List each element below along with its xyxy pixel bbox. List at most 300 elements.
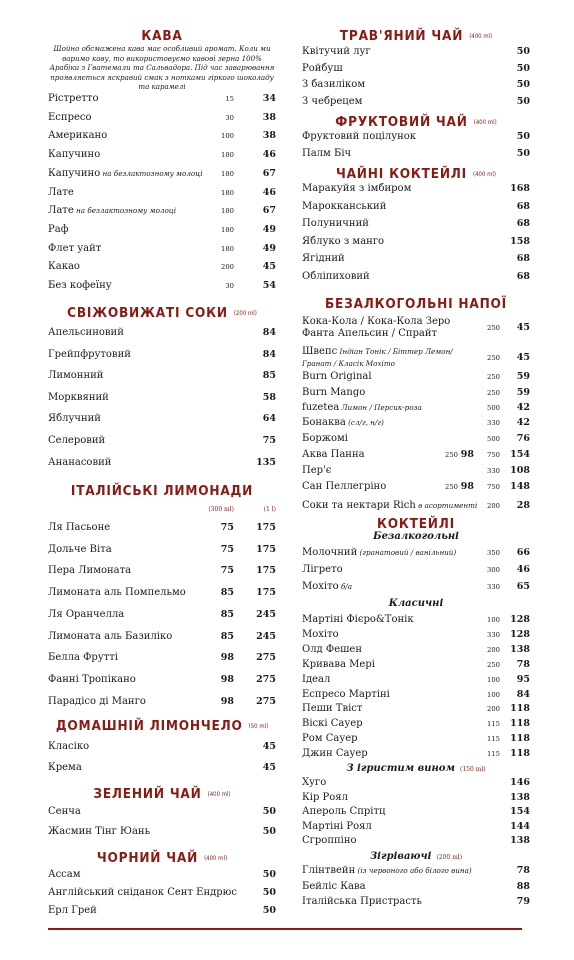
- menu-item: [302, 880, 530, 894]
- menu-item: [48, 204, 276, 218]
- bottom-divider: [48, 928, 522, 930]
- menu-item: [302, 78, 530, 92]
- section-tea-cocktails: [302, 166, 530, 182]
- item-name: Бейліс Кава: [302, 880, 366, 892]
- item-price-small: 85: [220, 630, 234, 642]
- item-name: Еспресо: [48, 111, 92, 123]
- item-name: Сан Пеллегріно: [302, 481, 387, 492]
- item-note: на безлактозному молоці: [73, 206, 177, 216]
- menu-item: [48, 260, 276, 274]
- menu-item: [48, 564, 276, 578]
- item-volume: 180: [221, 151, 234, 160]
- item-price: 118: [510, 718, 530, 730]
- menu-item: [302, 316, 530, 340]
- item-price: 42: [516, 402, 530, 413]
- section-juices: [48, 305, 276, 321]
- item-price-small: 98: [460, 449, 474, 460]
- menu-item: [302, 182, 530, 196]
- menu-item: [48, 92, 276, 106]
- item-volume: 100: [221, 132, 234, 141]
- item-price: 50: [262, 869, 276, 880]
- section-green-tea: [48, 786, 276, 802]
- item-price: 50: [262, 826, 276, 837]
- menu-item: [302, 45, 530, 59]
- item-volume: 100: [487, 616, 500, 624]
- item-price-small: 75: [220, 522, 234, 533]
- item-name: Яблуко з манго: [302, 235, 385, 247]
- item-note: б/а: [338, 582, 353, 591]
- item-price: 50: [262, 806, 276, 817]
- menu-item: [302, 416, 530, 430]
- item-price: 88: [516, 880, 530, 892]
- menu-item: [302, 464, 530, 478]
- menu-item: [48, 586, 276, 600]
- item-price: 50: [516, 131, 530, 142]
- item-price: 50: [516, 148, 530, 159]
- subsection-warming-unit: (200 ml): [436, 854, 463, 861]
- lemonade-unit-large: (1 l): [263, 506, 276, 513]
- menu-item: [48, 391, 276, 405]
- item-volume: 100: [487, 690, 500, 699]
- item-price: 146: [510, 777, 530, 788]
- item-price: 34: [262, 93, 276, 104]
- item-volume: 500: [487, 404, 500, 412]
- item-price: 78: [516, 865, 530, 876]
- subsection-sparkling-text: З ігристим вином: [346, 763, 455, 774]
- item-note: (із червоного або білого вина): [355, 866, 472, 875]
- item-name: Італійська Пристрасть: [302, 896, 422, 907]
- item-price: 108: [510, 465, 530, 476]
- menu-item: [302, 235, 530, 249]
- item-name: Обліпиховий: [302, 271, 370, 282]
- item-name: Бонаква (сл/г, н/г): [302, 417, 384, 428]
- item-name: Флет уайт: [48, 242, 102, 254]
- item-name: Лате на безлактозному молоці: [48, 205, 177, 217]
- menu-item: [48, 904, 276, 918]
- item-name: Маракуйя з імбиром: [302, 183, 412, 194]
- menu-item: [48, 825, 276, 839]
- item-name: Швепс Індіан Тонік / Біттер Лемон/ Гранат / Класік Мохіто: [302, 346, 453, 368]
- item-price: 275: [256, 673, 276, 685]
- item-price-small: 75: [220, 543, 234, 555]
- item-name: Кір Роял: [302, 791, 348, 803]
- item-name: Жасмин Тінг Юань: [48, 826, 151, 837]
- section-herbal-tea-text: ТРАВ'ЯНИЙ ЧАЙ: [339, 28, 464, 44]
- item-price: 50: [262, 905, 276, 916]
- item-price: 45: [516, 322, 530, 333]
- menu-item: [48, 326, 276, 340]
- section-tea-cocktails-unit: (400 ml): [473, 170, 496, 178]
- item-name: Морквяний: [48, 391, 109, 403]
- menu-item: [302, 217, 530, 231]
- item-price: 158: [510, 235, 530, 247]
- item-name: Хуго: [302, 777, 327, 788]
- item-name: Лимонний: [48, 370, 104, 382]
- menu-item: [302, 834, 530, 848]
- item-volume: 200: [487, 645, 500, 654]
- menu-item: [48, 456, 276, 470]
- menu-item: [302, 270, 530, 284]
- menu-item: [302, 747, 530, 761]
- item-name: Какао: [48, 261, 80, 273]
- item-price: 175: [256, 565, 276, 577]
- item-price: 66: [516, 547, 530, 558]
- item-price: 148: [510, 481, 530, 492]
- item-price: 85: [262, 370, 276, 382]
- item-volume: 330: [487, 583, 500, 591]
- item-price: 135: [256, 456, 276, 468]
- item-volume: 115: [487, 720, 500, 729]
- item-volume: 750: [487, 451, 500, 459]
- item-price: 84: [262, 327, 276, 338]
- item-volume: 250: [487, 389, 500, 397]
- item-price: 45: [516, 352, 530, 363]
- section-tea-cocktails-text: ЧАЙНІ КОКТЕЙЛІ: [335, 166, 467, 182]
- item-price: 45: [262, 261, 276, 273]
- item-name: Лігрето: [302, 564, 343, 575]
- item-note: Гранат / Класік Мохіто: [302, 359, 395, 368]
- item-volume: 180: [221, 225, 234, 234]
- menu-item: [302, 62, 530, 76]
- item-name: Аква Панна: [302, 449, 365, 460]
- subsection-warming: [302, 851, 530, 862]
- item-name: Ананасовий: [48, 456, 112, 468]
- item-name: Марокканський: [302, 200, 387, 212]
- menu-item: [302, 805, 530, 819]
- item-price: 144: [510, 820, 530, 832]
- section-green-tea-unit: (400 ml): [207, 790, 231, 798]
- item-volume: 330: [487, 419, 500, 427]
- menu-item: [48, 673, 276, 687]
- menu-item: [302, 252, 530, 266]
- item-name: Англійський сніданок Сент Ендрюс: [48, 887, 237, 898]
- item-note: в асортименті: [415, 501, 478, 510]
- item-price: 275: [256, 695, 276, 707]
- item-price: 95: [516, 673, 530, 685]
- lemonade-unit-small: (300 ml): [208, 506, 234, 513]
- item-volume: 180: [221, 188, 234, 197]
- item-name: Ерл Грей: [48, 905, 97, 916]
- section-herbal-tea-unit: (400 ml): [469, 32, 493, 40]
- item-price: 38: [262, 130, 276, 142]
- item-price: 245: [256, 608, 276, 620]
- menu-item: [302, 499, 530, 513]
- menu-item: [302, 448, 530, 462]
- item-name: Без кофеїну: [48, 280, 112, 291]
- item-name: Пера Лимоната: [48, 565, 132, 577]
- item-volume: 180: [221, 169, 234, 178]
- item-price: 128: [510, 614, 530, 625]
- section-juices-unit: (200 ml): [233, 309, 257, 317]
- item-price: 84: [262, 348, 276, 360]
- item-name: Burn Mango: [302, 387, 366, 398]
- item-name: Боржомі: [302, 433, 348, 444]
- item-volume: 330: [487, 467, 500, 475]
- item-price: 49: [262, 223, 276, 235]
- item-name: Апероль Спрітц: [302, 806, 386, 817]
- item-price: 67: [262, 167, 276, 179]
- menu-item: [48, 167, 276, 181]
- item-price: 50: [516, 62, 530, 74]
- coffee-intro: Шойно обсмажена кава має особливий аромат. Коли ми варимо каву, то використовуємо кавові зерна 100% Арабіки з Гватемали та Сальвадора. Під час заварювання проявляється яскравий смак з нотками гіркого шоколаду та карамелі: [49, 44, 275, 92]
- item-price: 65: [516, 581, 530, 592]
- item-price: 59: [516, 387, 530, 398]
- item-price: 68: [516, 218, 530, 230]
- item-volume: 750: [487, 483, 500, 491]
- item-volume: 200: [487, 502, 500, 510]
- item-volume: 180: [221, 207, 234, 216]
- item-price: 59: [516, 371, 530, 382]
- section-limoncello-text: ДОМАШНІЙ ЛІМОНЧЕЛО: [55, 718, 243, 734]
- menu-item: [302, 864, 530, 878]
- item-volume: 250: [487, 354, 500, 362]
- section-juices-text: СВІЖОВИЖАТІ СОКИ: [67, 305, 228, 321]
- item-name: Сенча: [48, 806, 81, 817]
- section-cocktails-text: КОКТЕЙЛІ: [377, 516, 455, 532]
- item-price: 78: [516, 658, 530, 670]
- section-black-tea-unit: (400 ml): [204, 854, 228, 862]
- item-volume: 115: [487, 735, 500, 744]
- subsection-sparkling: [302, 763, 530, 774]
- subsection-warming-text: Зігріваючі: [369, 851, 432, 862]
- item-name: Молочний (гранатовий / ванільний): [302, 547, 457, 558]
- item-volume: 200: [221, 263, 234, 272]
- item-volume-small: 250: [445, 451, 458, 459]
- item-price: 46: [262, 149, 276, 161]
- item-price: 50: [516, 79, 530, 90]
- item-name: Кока-Кола / Кока-Кола Зеро Фанта Апельсин / Спрайт: [302, 316, 451, 339]
- section-lemonades: [48, 483, 276, 499]
- item-name: Олд Фешен: [302, 643, 362, 655]
- subsection-classic: [302, 598, 530, 609]
- section-limoncello: [48, 718, 276, 734]
- section-black-tea-text: ЧОРНИЙ ЧАЙ: [96, 850, 199, 866]
- menu-item: [302, 95, 530, 109]
- section-limoncello-unit: (50 ml): [248, 722, 269, 730]
- item-volume: 200: [487, 705, 500, 714]
- item-price: 138: [510, 835, 530, 846]
- item-volume: 330: [487, 630, 500, 639]
- item-price-small: 98: [460, 481, 474, 492]
- menu-item: [48, 521, 276, 535]
- item-volume: 100: [487, 675, 500, 684]
- item-name: Парадісо ді Манго: [48, 695, 146, 707]
- menu-item: [302, 432, 530, 446]
- item-price: 38: [262, 111, 276, 123]
- item-volume: 250: [487, 373, 500, 381]
- menu-item: [48, 279, 276, 293]
- menu-item: [48, 148, 276, 162]
- item-price: 50: [262, 887, 276, 898]
- item-price: 75: [262, 435, 276, 446]
- item-name: Полуничний: [302, 218, 369, 230]
- menu-item: [48, 630, 276, 644]
- section-fruit-tea-unit: (400 ml): [473, 118, 497, 126]
- menu-item: [302, 147, 530, 161]
- item-name: Фруктовий поцілунок: [302, 131, 417, 142]
- item-name: Лимоната аль Помпельмо: [48, 587, 186, 599]
- item-volume: 30: [225, 113, 234, 122]
- menu-item: [302, 688, 530, 702]
- item-price-small: 98: [220, 652, 234, 664]
- item-price: 79: [516, 896, 530, 907]
- item-note: (сл/г, н/г): [345, 418, 384, 427]
- subsection-sparkling-unit: (150 ml): [459, 766, 486, 773]
- item-name: Мартіні Фієро&Тонік: [302, 614, 414, 625]
- subsection-nonalcoholic: [302, 531, 530, 542]
- item-price: 54: [262, 280, 276, 291]
- item-name: Капучино на безлактозному молоці: [48, 167, 203, 179]
- section-green-tea-text: ЗЕЛЕНИЙ ЧАЙ: [93, 786, 202, 802]
- menu-item: [48, 129, 276, 143]
- item-price: 46: [516, 564, 530, 575]
- menu-item: [302, 658, 530, 672]
- item-price: 175: [256, 522, 276, 533]
- menu-item: [302, 673, 530, 687]
- item-name: Соки та нектари Rich в асортименті: [302, 500, 478, 511]
- item-price: 175: [256, 543, 276, 555]
- item-name: Рістретто: [48, 93, 99, 104]
- item-name: Ля Пасьоне: [48, 522, 111, 533]
- item-volume: 30: [225, 282, 234, 290]
- item-name: fuzetea Лимон / Персик-роза: [302, 402, 422, 413]
- section-black-tea: [48, 850, 276, 866]
- menu-item: [302, 820, 530, 834]
- item-price: 58: [262, 391, 276, 403]
- item-price: 68: [516, 253, 530, 265]
- item-volume: 180: [221, 244, 234, 253]
- item-name: Еспресо Мартіні: [302, 688, 390, 700]
- menu-item: [302, 546, 530, 560]
- item-price: 118: [510, 733, 530, 745]
- item-name: Американо: [48, 130, 108, 142]
- item-name: Белла Фрутті: [48, 652, 118, 664]
- menu-item: [302, 732, 530, 746]
- item-price-small: 98: [220, 673, 234, 685]
- item-volume: 15: [225, 95, 234, 103]
- menu-item: [48, 740, 276, 754]
- menu-item: [302, 346, 530, 370]
- menu-item: [48, 695, 276, 709]
- section-coffee: [48, 28, 276, 44]
- item-price: 28: [516, 500, 530, 511]
- item-name: З чебрецем: [302, 95, 363, 107]
- item-name: Дольче Віта: [48, 543, 112, 555]
- item-price: 118: [510, 703, 530, 715]
- menu-item: [302, 776, 530, 790]
- item-price: 68: [516, 200, 530, 212]
- item-name: Burn Original: [302, 371, 372, 382]
- menu-item: [48, 369, 276, 383]
- item-price-small: 98: [220, 695, 234, 707]
- item-name: Яблучний: [48, 413, 101, 425]
- item-name: Мохіто б/а: [302, 581, 353, 592]
- item-price: 67: [262, 205, 276, 217]
- item-name: Мартіні Роял: [302, 820, 372, 832]
- item-name: Капучино: [48, 149, 101, 161]
- menu-item: [48, 543, 276, 557]
- item-name: Фанні Тропікано: [48, 673, 136, 685]
- item-volume: 250: [487, 324, 500, 332]
- section-coffee-text: КАВА: [141, 28, 183, 44]
- item-name: Лимоната аль Базиліко: [48, 630, 173, 642]
- item-price: 245: [256, 630, 276, 642]
- section-soft-drinks: [302, 296, 530, 312]
- menu-item: [48, 412, 276, 426]
- menu-item: [302, 563, 530, 577]
- section-cocktails: [302, 516, 530, 532]
- item-name: Ассам: [48, 869, 81, 880]
- item-price: 118: [510, 748, 530, 760]
- item-price: 45: [262, 741, 276, 752]
- item-volume-small: 250: [445, 483, 458, 491]
- menu-item: [48, 111, 276, 125]
- item-volume: 350: [487, 549, 500, 557]
- item-name: Кривава Мері: [302, 658, 375, 670]
- menu-item: [48, 886, 276, 900]
- item-name: Раф: [48, 223, 69, 235]
- menu-item: [48, 242, 276, 256]
- item-name: Джин Сауер: [302, 748, 368, 760]
- item-price: 42: [516, 417, 530, 428]
- menu-item: [302, 386, 530, 400]
- menu-item: [48, 868, 276, 882]
- item-volume: 300: [487, 566, 500, 574]
- menu-item: [48, 223, 276, 237]
- item-name: Мохіто: [302, 628, 339, 640]
- menu-item: [48, 651, 276, 665]
- item-name: Апельсиновий: [48, 327, 124, 338]
- menu-item: [302, 791, 530, 805]
- item-price: 275: [256, 652, 276, 664]
- item-price-small: 85: [220, 608, 234, 620]
- item-name: З базиліком: [302, 79, 366, 90]
- item-name: Класіко: [48, 741, 90, 752]
- item-name: Ідеал: [302, 673, 331, 685]
- item-price: 154: [510, 806, 530, 817]
- subsection-nonalcoholic-text: Безалкогольні: [373, 531, 459, 542]
- item-price: 128: [510, 628, 530, 640]
- menu-item: [48, 186, 276, 200]
- item-price: 76: [516, 433, 530, 444]
- item-price: 50: [516, 95, 530, 107]
- menu-item: [302, 130, 530, 144]
- item-price: 64: [262, 413, 276, 425]
- item-name: Лате: [48, 186, 74, 198]
- item-note: (гранатовий / ванільний): [357, 548, 457, 557]
- item-name: Глінтвейн (із червоного або білого вина): [302, 865, 472, 876]
- item-name: Сгроппіно: [302, 835, 357, 846]
- menu-item: [48, 608, 276, 622]
- menu-item: [302, 717, 530, 731]
- item-name: Пеши Твіст: [302, 703, 363, 715]
- item-price: 138: [510, 643, 530, 655]
- item-name: Палм Біч: [302, 148, 352, 159]
- item-volume: 115: [487, 750, 500, 759]
- menu-item: [302, 628, 530, 642]
- section-fruit-tea: [302, 114, 530, 130]
- item-note: на безлактозному молоці: [100, 168, 203, 178]
- menu-item: [302, 702, 530, 716]
- item-price: 68: [516, 271, 530, 282]
- item-price-small: 75: [220, 565, 234, 577]
- item-price: 45: [262, 761, 276, 773]
- item-name: Ром Сауер: [302, 733, 358, 745]
- menu-item: [302, 643, 530, 657]
- menu-item: [48, 805, 276, 819]
- item-name: Пер'є: [302, 465, 332, 476]
- item-name: Ля Оранчелла: [48, 608, 125, 620]
